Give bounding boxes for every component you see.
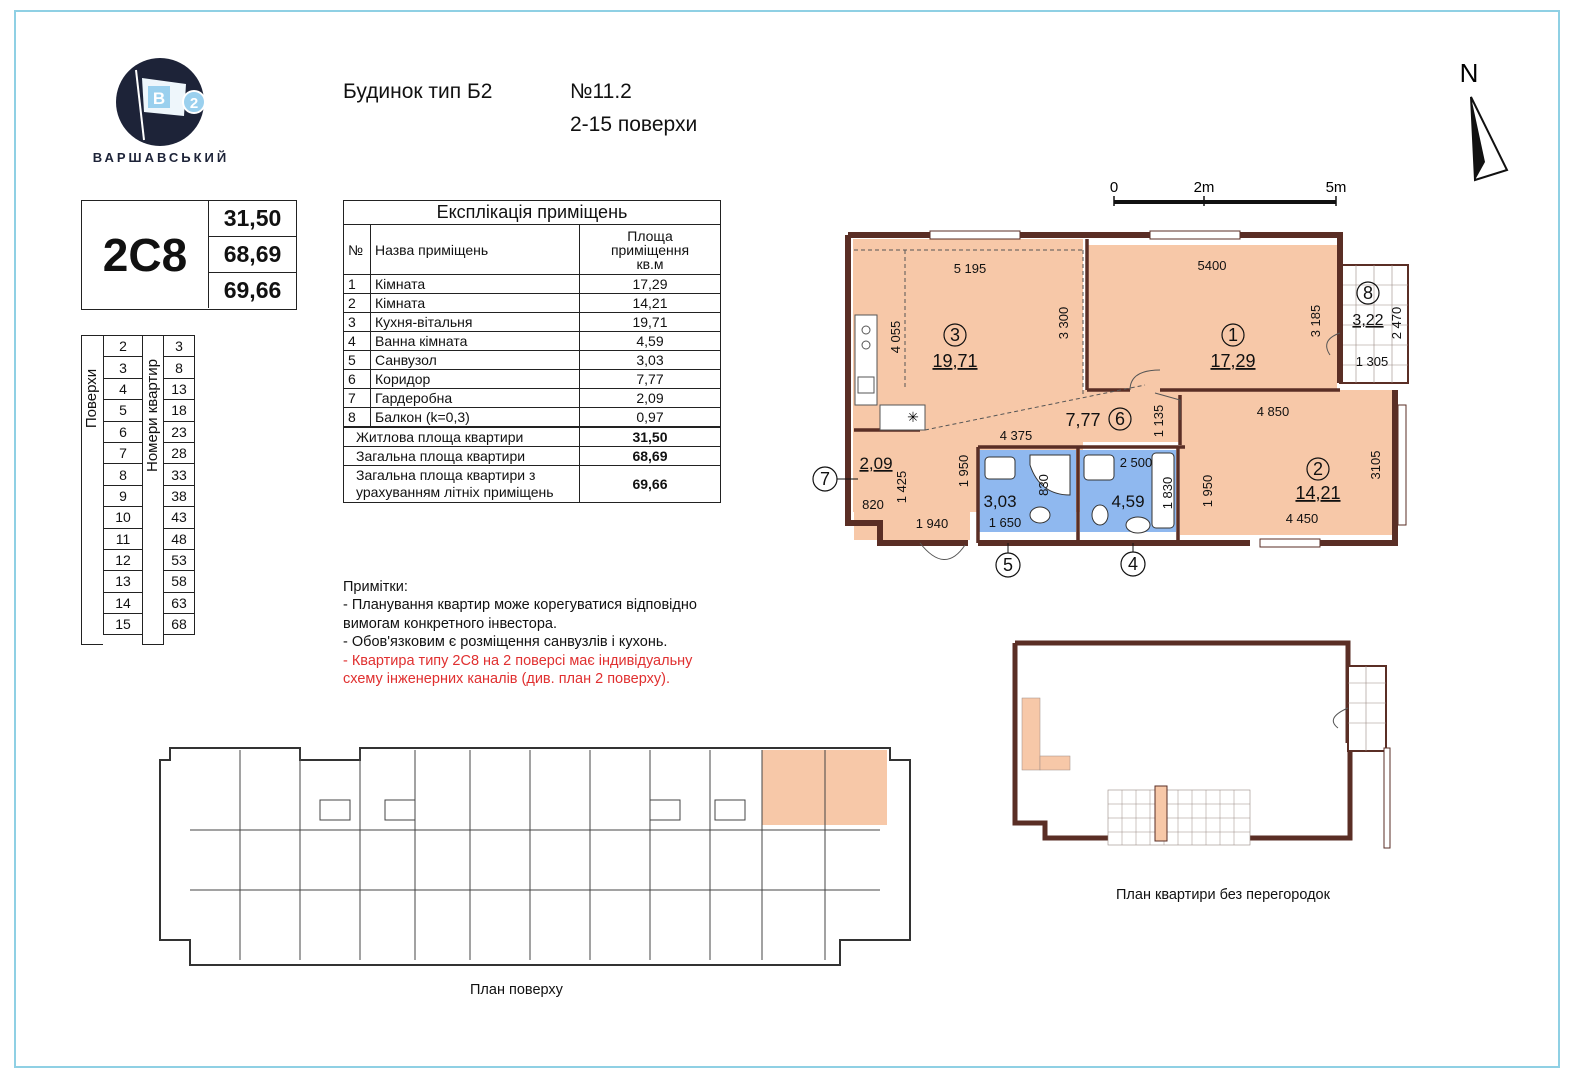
dim: 5400 — [1197, 258, 1227, 273]
room-row — [344, 275, 721, 294]
dim: 1 305 — [1355, 354, 1389, 369]
room-name: Коридор — [371, 370, 580, 389]
dim: 2 500 — [1119, 455, 1153, 470]
living-area-value: 31,50 — [580, 427, 721, 447]
floor-cell: 7 — [104, 442, 143, 463]
room-no: 6 — [344, 370, 371, 389]
room-name: Кімната — [371, 275, 580, 294]
room-area: 2,09 — [859, 454, 893, 473]
apt-cell: 33 — [164, 464, 195, 485]
room-no: 2 — [1312, 459, 1324, 479]
apt-cell: 18 — [164, 400, 195, 421]
room-area: 4,59 — [1111, 492, 1145, 511]
floor-cell: 3 — [104, 357, 143, 378]
note-red: схему інженерних каналів (див. план 2 поверху). — [343, 671, 670, 688]
col-no: № — [344, 225, 371, 275]
building-number: №11.2 — [570, 80, 632, 103]
floor-cell: 8 — [104, 464, 143, 485]
room-area: 0,97 — [580, 408, 721, 428]
floor-cell: 15 — [104, 614, 143, 635]
room-area: 17,29 — [580, 275, 721, 294]
living-area: 31,50 — [223, 205, 282, 231]
apt-cell: 28 — [164, 442, 195, 463]
room-row — [344, 389, 721, 408]
apartment-plan — [800, 225, 1420, 585]
dim: 1 950 — [956, 454, 971, 488]
room-area: 3,03 — [983, 492, 1017, 511]
total-area-summer: 69,66 — [223, 277, 282, 303]
apartments-label: Номери квартир — [144, 358, 162, 472]
dim: 1 650 — [988, 515, 1022, 530]
scale-bar — [1100, 175, 1360, 215]
room-no: 4 — [1127, 554, 1139, 574]
living-area-label: Житлова площа квартири — [344, 427, 580, 447]
room-name: Кухня-вітальня — [371, 313, 580, 332]
floor-cell: 14 — [104, 592, 143, 613]
apt-cell: 58 — [164, 571, 195, 592]
scale-0: 0 — [1109, 179, 1119, 196]
dim: 4 375 — [999, 428, 1033, 443]
vent-icon: ✳ — [907, 409, 919, 425]
floor-plan-caption: План поверху — [470, 982, 563, 998]
north-label: N — [1459, 58, 1479, 88]
dim: 3105 — [1368, 450, 1383, 480]
floor-cell: 12 — [104, 549, 143, 570]
room-no: 1 — [1227, 325, 1239, 345]
floor-cell: 10 — [104, 507, 143, 528]
open-plan-caption: План квартири без перегородок — [1116, 887, 1330, 903]
explication-title: Експлікація приміщень — [344, 201, 721, 225]
note-line: вимогам конкретного інвестора. — [343, 615, 557, 632]
apt-cell: 38 — [164, 485, 195, 506]
apt-cell: 63 — [164, 592, 195, 613]
dim: 1 135 — [1151, 404, 1166, 438]
col-name: Назва приміщень — [371, 225, 580, 275]
room-area: 3,03 — [580, 351, 721, 370]
room-no: 3 — [949, 325, 961, 345]
room-row — [344, 332, 721, 351]
apt-cell: 3 — [164, 336, 195, 357]
room-no: 6 — [1114, 409, 1126, 429]
explication-table — [343, 200, 721, 503]
room-row — [344, 294, 721, 313]
room-name: Балкон (k=0,3) — [371, 408, 580, 428]
dim: 3 185 — [1308, 304, 1323, 338]
logo-number: 2 — [189, 95, 199, 112]
room-row — [344, 351, 721, 370]
floor-cell: 6 — [104, 421, 143, 442]
room-row — [344, 370, 721, 389]
room-no: 5 — [1002, 555, 1014, 575]
floor-cell: 2 — [104, 336, 143, 357]
dim: 1 940 — [915, 516, 949, 531]
total-area-label: Загальна площа квартири — [344, 447, 580, 466]
logo-text: ВАРШАВСЬКИЙ — [92, 150, 230, 165]
total-area-value: 68,69 — [580, 447, 721, 466]
apt-cell: 53 — [164, 549, 195, 570]
notes — [343, 578, 697, 688]
flag-icon — [116, 58, 206, 148]
apartment-code: 2С8 — [82, 201, 209, 308]
room-area: 14,21 — [1295, 483, 1341, 503]
room-name: Санвузол — [371, 351, 580, 370]
apartment-code-box — [81, 200, 297, 310]
dim: 2 470 — [1389, 306, 1404, 340]
dim: 5 195 — [953, 261, 987, 276]
floor-cell: 4 — [104, 378, 143, 399]
scale-2: 2m — [1193, 179, 1215, 196]
note-line: - Планування квартир може корегуватися відповідно — [343, 597, 697, 614]
room-no: 2 — [344, 294, 371, 313]
dim: 830 — [1036, 474, 1051, 496]
room-no: 5 — [344, 351, 371, 370]
floor-cell: 11 — [104, 528, 143, 549]
room-no: 7 — [344, 389, 371, 408]
room-area: 19,71 — [580, 313, 721, 332]
dim: 820 — [862, 497, 884, 512]
room-area: 17,29 — [1210, 351, 1256, 371]
room-area: 4,59 — [580, 332, 721, 351]
apt-cell: 13 — [164, 378, 195, 399]
room-name: Гардеробна — [371, 389, 580, 408]
room-no: 3 — [344, 313, 371, 332]
note-red: - Квартира типу 2С8 на 2 поверсі має індивідуальну — [343, 652, 693, 669]
total-area: 68,69 — [223, 241, 282, 267]
apt-cell: 68 — [164, 614, 195, 635]
room-row — [344, 313, 721, 332]
room-area: 3,22 — [1352, 312, 1384, 329]
floor-plan — [150, 740, 920, 970]
open-plan — [1010, 638, 1395, 858]
floors-range: 2-15 поверхи — [570, 113, 698, 136]
notes-title: Примітки: — [343, 579, 408, 595]
room-area: 14,21 — [580, 294, 721, 313]
floor-cell: 13 — [104, 571, 143, 592]
room-area: 2,09 — [580, 389, 721, 408]
floor-cell: 9 — [104, 485, 143, 506]
dim: 1 830 — [1160, 476, 1175, 510]
room-row — [344, 408, 721, 428]
floor-cell: 5 — [104, 400, 143, 421]
room-no: 4 — [344, 332, 371, 351]
scale-5: 5m — [1325, 179, 1347, 196]
summer-area-value: 69,66 — [580, 466, 721, 503]
room-no: 7 — [819, 469, 831, 489]
apt-cell: 48 — [164, 528, 195, 549]
floors-label: Поверхи — [83, 368, 101, 428]
building-type: Будинок тип Б2 — [343, 80, 493, 103]
room-no: 1 — [344, 275, 371, 294]
dim: 1 950 — [1200, 474, 1215, 508]
apt-cell: 23 — [164, 421, 195, 442]
note-line: - Обов'язковим є розміщення санвузлів і кухонь. — [343, 634, 668, 651]
dim: 4 450 — [1285, 511, 1319, 526]
dim: 1 425 — [894, 470, 909, 504]
room-no: 8 — [1362, 283, 1374, 303]
dim: 4 850 — [1256, 404, 1290, 419]
apartments-column — [163, 335, 195, 635]
apt-cell: 8 — [164, 357, 195, 378]
room-area: 7,77 — [580, 370, 721, 389]
logo-letter: В — [152, 89, 166, 108]
room-name: Ванна кімната — [371, 332, 580, 351]
room-name: Кімната — [371, 294, 580, 313]
apt-cell: 43 — [164, 507, 195, 528]
col-area: Площа приміщення кв.м — [580, 225, 721, 275]
dim: 4 055 — [888, 320, 903, 354]
compass — [1455, 52, 1515, 187]
room-no: 8 — [344, 408, 371, 428]
summer-area-label: Загальна площа квартири з урахуванням літніх приміщень — [344, 466, 580, 503]
room-area: 19,71 — [932, 351, 978, 371]
dim: 3 300 — [1056, 306, 1071, 340]
room-area: 7,77 — [1065, 410, 1101, 430]
